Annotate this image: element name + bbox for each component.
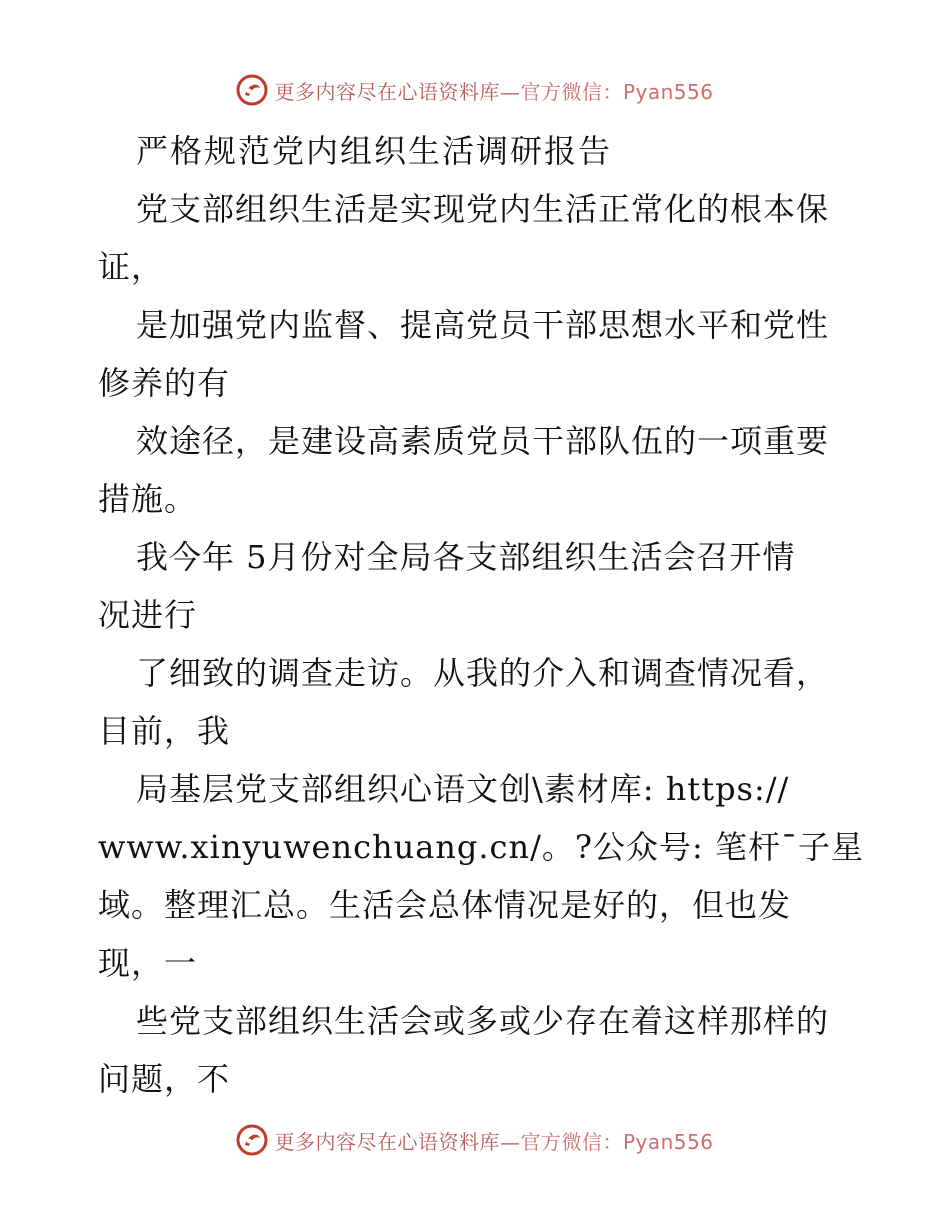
header-banner bbox=[0, 68, 950, 112]
footer-banner bbox=[0, 1118, 950, 1162]
paragraph-line: www.xinyuwenchuang.cn/。?公众号: 笔杆¯子星 bbox=[98, 828, 864, 866]
paragraph-line: 问题，不 bbox=[98, 1060, 231, 1098]
banner-label: 更多内容尽在心语资料库 bbox=[274, 79, 500, 104]
paragraph-line: 效途径，是建设高素质党员干部队伍的一项重要 bbox=[136, 422, 830, 460]
paragraph-line: 域。整理汇总。生活会总体情况是好的，但也发 bbox=[98, 886, 792, 924]
paragraph-line: 证， bbox=[98, 248, 165, 286]
paragraph-line: 况进行 bbox=[98, 596, 198, 634]
banner-text bbox=[274, 1126, 713, 1155]
document-title: 严格规范党内组织生活调研报告 bbox=[136, 132, 613, 170]
banner-label: 更多内容尽在心语资料库 bbox=[274, 1129, 500, 1154]
paragraph-line: 些党支部组织生活会或多或少存在着这样那样的 bbox=[136, 1002, 830, 1040]
paragraph-line: 现，一 bbox=[98, 944, 198, 982]
banner-contact: 官方微信：Pyan556 bbox=[520, 1129, 714, 1154]
paragraph-line: 我今年 5月份对全局各支部组织生活会召开情 bbox=[136, 538, 796, 576]
paragraph-line: 措施。 bbox=[98, 480, 198, 518]
red-swirl-logo-icon bbox=[236, 74, 268, 106]
banner-separator: — bbox=[499, 79, 521, 104]
paragraph-line: 了细致的调查走访。从我的介入和调查情况看， bbox=[136, 654, 830, 692]
red-swirl-logo-icon bbox=[236, 1124, 268, 1156]
paragraph-line: 是加强党内监督、提高党员干部思想水平和党性 bbox=[136, 306, 830, 344]
paragraph-line: 修养的有 bbox=[98, 364, 231, 402]
banner-text bbox=[274, 76, 713, 105]
paragraph-line: 党支部组织生活是实现党内生活正常化的根本保 bbox=[136, 190, 830, 228]
document-body bbox=[98, 122, 864, 1108]
paragraph-line: 目前，我 bbox=[98, 712, 231, 750]
banner-separator: — bbox=[499, 1129, 521, 1154]
banner-contact: 官方微信：Pyan556 bbox=[520, 79, 714, 104]
paragraph-line: 局基层党支部组织心语文创\素材库: https:// bbox=[136, 770, 790, 808]
